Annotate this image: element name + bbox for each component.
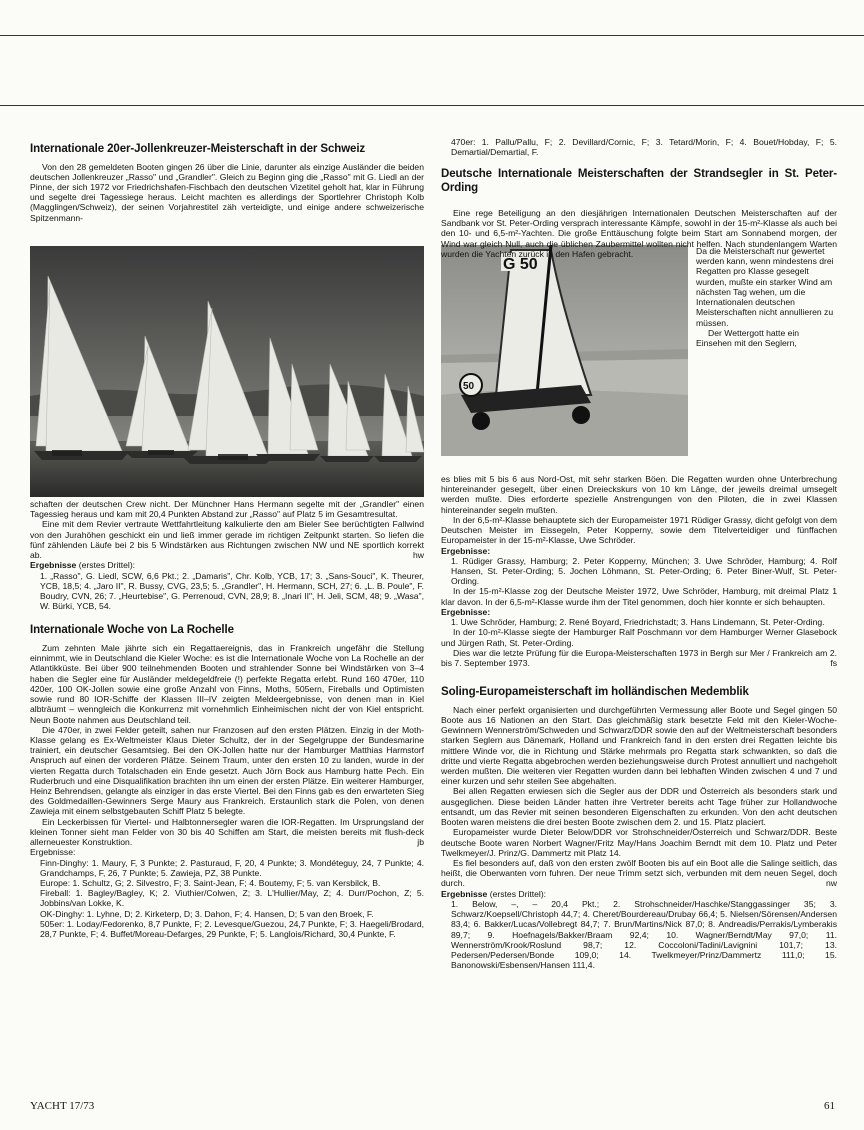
article1-paragraph-2: schaften der deutschen Crew nicht. Der Münchner Hans Hermann segelte mit der „Grandler" einen Tagessieg heraus und kam mit 20,4 Punkten Abstand zur „Rasso" auf Platz 5 im Gesamtresultat. [30, 499, 424, 520]
author-initials: fs [830, 657, 837, 668]
article3-paragraph-1: Eine rege Beteiligung an den diesjährigen Internationalen Deutschen Meisterschaften auf der Sandbank vor St. Peter-Ording versprach interessante Kämpfe, sowohl in der 15-m²-Klasse als auch bei den 10- und 6,5-m²-Yachten. Die große Enttäuschung folgte beim Start am Sonnabend morgen, der Wind war gleich Null, auch die üblichen Zaubermittel wollten nicht helfen. Nach stundenlangem Warten wurden die Yachten zurück in den Hafen gebracht. [441, 208, 837, 259]
sail-number: G 50 [503, 256, 538, 273]
article2-paragraph: Zum zehnten Male jährte sich ein Regattaereignis, das in Frankreich ungefähr die Stellung einnimmt, wie in Deutschland die Kieler Woche: es ist die Internationale Woche von La Rochelle an der Atlantikküste. Bei über 900 teilnehmenden Booten und strahlender Sonne bei Windstärken von 3–4 haben die Segler eine für Ausländer meldegeldfreie (!) perfekte Regatta erlebt. Rund 160 470er, 110 420er, 100 OK-Jollen sowie eine große Anzahl von Finns, Moths, 505ern, Fireballs und Optimisten sowie rund 80 IOR-Schiffe der Klassen III–IV zeigten Meldeergebnisse, von denen man in Kiel albträumt – wenngleich die Konkurrenz mit vornehmlich Einheimischen nicht der von Kiel entspricht. Neun Boote nahmen aus Deutschland teil. [30, 642, 424, 725]
results-europe: Europe: 1. Schultz, G; 2. Silvestro, F; 3. Saint-Jean, F; 4. Boutemy, F; 5. van Kersbilck, B. [40, 878, 381, 888]
article3-paragraph-7 [441, 648, 837, 668]
results-list: 1. Rüdiger Grassy, Hamburg; 2. Peter Kopperny, München; 3. Uwe Schröder, Hamburg; 4. Rolf Hansen, St. Peter-Ording; 5. Jochen Löhmann, St. Peter-Ording; 6. Peter Biner-Wulf, St. Peter-Ording. [451, 555, 837, 587]
results-470er: 470er: 1. Pallu/Pallu, F; 2. Devillard/Cornic, F; 3. Tetard/Morin, F; 4. Bouet/Hobday, F; 5. Demartial/Demartial, F. [451, 137, 837, 158]
sailboats-photo-icon [30, 246, 424, 497]
author-initials: jb [417, 837, 424, 848]
results-note: (erstes Drittel): [76, 560, 136, 571]
right-column-top [441, 137, 837, 201]
article3-paragraph-4: In der 6,5-m²-Klasse behauptete sich der Europameister 1971 Rüdiger Grassy, dicht gefolgt von dem Deutschen Meister im Eissegeln, Peter Kopperny, sowie dem Titelverteidiger und fünffachen Europameister in der 15-m²-Klasse, Uwe Schröder. [441, 514, 837, 546]
top-rule [0, 35, 864, 36]
article1-paragraph-3 [30, 519, 424, 560]
article3-side-paragraph: Da die Meisterschaft nur gewertet werden kann, wenn mindestens drei Regatten pro Klasse gesegelt wurden, mußte ein starker Wind am nächsten Tag wehen, um die Internationalen deutschen Meisterschaften nicht annullieren zu müssen. [696, 246, 834, 328]
article3-title: Deutsche Internationale Meisterschaften der Strandsegler in St. Peter-Ording [441, 168, 837, 194]
article4-paragraph-2: Bei allen Regatten erwiesen sich die Segler aus der DDR und Österreich als besonders stark und ausgeglichen. Diese beiden Länder hatten ihre Vertreter bereits acht Tage früher zur Hollandwoche entsandt, um das Revier mit seinen besonderen Eigenschaften zu erkunden. Von den acht deutschen Booten waren meistens die drei besten Boote zwischen dem 2. und 15. Platz placiert. [441, 786, 837, 828]
footer-magazine: YACHT 17/73 [30, 1100, 95, 1112]
results-list: 1. „Rasso", G. Liedl, SCW, 6,6 Pkt.; 2. „Damaris", Chr. Kolb, YCB, 17; 3. „Sans-Souci", K. Theurer, YCB, 18,5; 4. „Jaro II", R. Bussy, CVG, 23,5; 5. „Grandler", H. Hermann, SCH, 27; 6. „L. B. Poule", F. Boudry, CVN, 26; 7. „Heurtebise", G. Perrenoud, CVN, 28,9; 8. „Inari II", H. Jeli, SCM, 48; 9. „Wasa", W. Bürki, YCB, 54. [40, 570, 424, 612]
results-label: Ergebnisse [441, 888, 488, 899]
article2-paragraph-3 [30, 817, 424, 848]
results-505er: 505er: 1. Loday/Fedorenko, 8,7 Punkte, F; 2. Levesque/Guezou, 24,7 Punkte, F; 3. Haegeli/Brodard, 28,7 Punkte, F; 4. Buffet/Moreau-Defarges, 29 Punkte, F; 5. Langlois/Richard, 30,4 Punkte, F. [40, 918, 424, 940]
results-heading: Ergebnisse: [30, 847, 76, 858]
results-heading: Ergebnisse: [441, 545, 491, 556]
article4-paragraph-3: Europameister wurde Dieter Below/DDR vor Strohschneider/Österreich und Schwarz/DDR. Beste deutsche Boote waren Norbert Wagner/Fritz May/Hans Joachim Berndt mit dem 10. Platz und Peter Twelkmeyer/J. Prinz/G. Dammertz mit Platz 14. [441, 827, 837, 858]
article1-paragraph: Von den 28 gemeldeten Booten gingen 26 über die Linie, darunter als einzige Ausländer die beiden deutschen Jollenkreuzer „Rasso" und „Grandler". Gleich zu Beginn ging die „Rasso" mit G. Liedl an der Pinne, der sich 1972 vor Friedrichshafen-Fischbach den deutschen Vizetitel geholt hat, klar in Führung und segelte drei Tagessiege heraus. Leicht machten es allerdings der Sportlehrer Christoph Kolb (Magglingen/Schweiz), der seinen Vorjahrestitel zäh verteidigte, und einige andere schweizerische Spitzenmann- [30, 161, 424, 223]
article1-text: Eine mit dem Revier vertraute Wettfahrtleitung kalkulierte den am Bieler See berüchtigten Fallwind von den Jurahöhen geschickt ein und ließ immer gerade im richtigen Zeitpunkt starten. So liefen die fünf zählenden Läufe bei 2 bis 5 Windstärken aus Richtungen zwischen NW und NE sportlich korrekt ab. [30, 519, 424, 561]
results-heading [30, 560, 424, 570]
results-fireball: Fireball: 1. Bagley/Bagley, K; 2. Viuthier/Colwen, Z; 3. L'Hullier/May, Z; 4. Durr/Pochon, Z; 5. Jobbins/van Lokke, K. [40, 888, 424, 909]
article4-paragraph-4 [441, 858, 837, 889]
header-rule [0, 105, 864, 106]
results-ok-dinghy: OK-Dinghy: 1. Lyhne, D; 2. Kirketerp, D; 3. Dahon, F; 4. Hansen, D; 5 van den Broek, F. [40, 908, 374, 919]
author-initials: nw [826, 878, 837, 889]
article3-continued [441, 474, 837, 970]
left-column-continued [30, 499, 424, 939]
results-list: 1. Uwe Schröder, Hamburg; 2. René Boyard, Friedrichstadt; 3. Hans Lindemann, St. Peter-Ording. [451, 617, 825, 628]
intro-text [441, 208, 837, 259]
article2-text: Ein Leckerbissen für Viertel- und Halbtonnersegler waren die IOR-Regatten. Im Ursprungsland der kleinen Tonner sieht man Felder von 30 bis 40 Schiffen am Start, die meisten bereits mit flush-deck allerneuester Konstruktion. [30, 816, 424, 848]
results-label: Ergebnisse [30, 560, 77, 571]
results-note: (erstes Drittel): [487, 888, 547, 899]
article4-text: Es fiel besonders auf, daß von den ersten zwölf Booten bis auf ein Boot alle die Salinge seitlich, das heißt, die Oberwanten vorn fuhren. Der neue Trimm setzt sich, verbunden mit dem neuen Segel, doch durch. [441, 858, 837, 889]
regatta-photo [30, 246, 424, 497]
article3-intro [441, 208, 837, 259]
land-yacht-photo [441, 245, 688, 456]
author-initials: hw [413, 550, 424, 561]
results-heading: Ergebnisse: [441, 606, 491, 617]
article2-title: Internationale Woche von La Rochelle [30, 624, 234, 637]
left-column [30, 143, 424, 223]
results-list: 1. Below, –, – 20,4 Pkt.; 2. Strohschneider/Haschke/Stanggassinger 35; 3. Schwarz/Koepsell/Christoph 44,7; 4. Cheret/Bourdereau/Drubay 66,4; 5. Nielsen/Sörensen/Andersen 83,4; 6. Bakker/Lucas/Vollebregt 84,7; 7. Brun/Martins/Nick 87,0; 8. Andreadis/Perrakis/Lymberakis 89,7; 9. Hoefnagels/Bakker/Braam 92,4; 10. Wagner/Berndt/May 97,0; 11. Wennerström/Krook/Roslund 98,7; 12. Coccoloni/Tadini/Lavignini 101,7; 13. Pedersen/Pedersen/Bonde 109,0; 14. Twelkmeyer/Prinz/Dammertz 111,0; 15. Banonowski/Esbensen/Hansen 111,4. [451, 898, 837, 971]
results-finn: Finn-Dinghy: 1. Maury, F, 3 Punkte; 2. Pasturaud, F, 20, 4 Punkte; 3. Mondéteguy, 24, 7 Punkte; 4. Grandchamps, F, 26, 7 Punkte; 5. Zawieja, PZ, 38 Punkte. [40, 857, 424, 878]
article3-paragraph-6: In der 10-m²-Klasse siegte der Hamburger Ralf Poschmann vor dem Hamburger Werner Glasebock und Jürgen Rath, St. Peter-Ording. [441, 627, 837, 648]
wheel-number: 50 [463, 381, 475, 392]
land-yacht-photo-icon [441, 245, 688, 456]
article4-title: Soling-Europameisterschaft im holländischen Medemblik [441, 686, 749, 699]
article3-side-text [696, 246, 837, 348]
article2-paragraph-2: Die 470er, in zwei Felder geteilt, sahen nur Franzosen auf den ersten Plätzen. Einzig in der Moth-Klasse gelang es Ex-Weltmeister Klaus Dieter Schultz, der in der Segelgruppe der Bundesmarine trainiert, ein deutscher Gesamtsieg. Bei den OK-Jollen hatte nur der Hamburger Matthias Harmstorf Anspruch auf einen der vorderen Plätze. Seinem Traum, unter den ersten 10 zu landen, wurde in der vierten Regatta durch Totalschaden ein Ende gesetzt. Auch Jörn Bock aus Hamburg hatte Pech. Ein Ruderbruch und eine Disqualifikation brachten ihn um einen der ersten Plätze. Ein weiterer Hamburger, Heinz Behrendsen, gelangte als einziger in das erste Viertel. Bei den Finns gab es den erwarteten Sieg des Goldmedaillen-Gewinners Serge Maury aus Frankreich. Erstaunlich stark die Polen, von denen Zawieja mit einem selbstgebauten Schiff Platz 5 belegte. [30, 724, 424, 817]
article4-paragraph: Nach einer perfekt organisierten und durchgeführten Vermessung aller Boote und Segel gingen 50 Boote aus 16 Nationen an den Start. Das gleichmäßig stark besetzte Feld mit den Kieler-Woche-Gewinnern Wennerström/Schweden und Schwarz/DDR sowie den auf der Weltmeisterschaft besonders starken Seglern aus Dänemark, Holland und Frankreich fand in den ersten drei Regatten leichte bis mittlere Winde vor, die in Richtung und Stärke mehrmals pro Regatta stark schwankten, so daß die dritte und vierte Regatta abgebrochen werden beziehungsweise durch Protest annulliert und nachgeholt werden mußten. Die weiteren vier Regatten wurden dann bei lebhaften Winden zwischen 4 und 7 und einer kurzen und sehr steilen See abgehalten. [441, 704, 837, 787]
article3-paragraph-3: es blies mit 5 bis 6 aus Nord-Ost, mit sehr starken Böen. Die Regatten wurden ohne Unterbrechung hintereinander gesegelt, über einen Dreieckskurs von 10 km Länge, der jeweils dreimal umsegelt werden mußte. Dies erforderte spezielle Anstrengungen von den Piloten, die in zwei Klassen hintereinander segeln mußten. [441, 474, 837, 515]
article3-text: Dies war die letzte Prüfung für die Europa-Meisterschaften 1973 in Bergh sur Mer / Frankreich am 2. bis 7. September 1973. [441, 647, 837, 668]
results-heading [441, 889, 837, 899]
footer-page-number: 61 [824, 1100, 835, 1112]
article3-paragraph-5: In der 15-m²-Klasse zog der Deutsche Meister 1972, Uwe Schröder, Hamburg, mit dreimal Platz 1 klar davon. In der 6,5-m²-Klasse wurde ihm der Titel genommen, doch hier konnte er sich behaupten. [441, 586, 837, 607]
article3-side-paragraph-2: Der Wettergott hatte ein Einsehen mit den Seglern, [696, 327, 800, 348]
article1-title: Internationale 20er-Jollenkreuzer-Meisterschaft in der Schweiz [30, 143, 366, 155]
